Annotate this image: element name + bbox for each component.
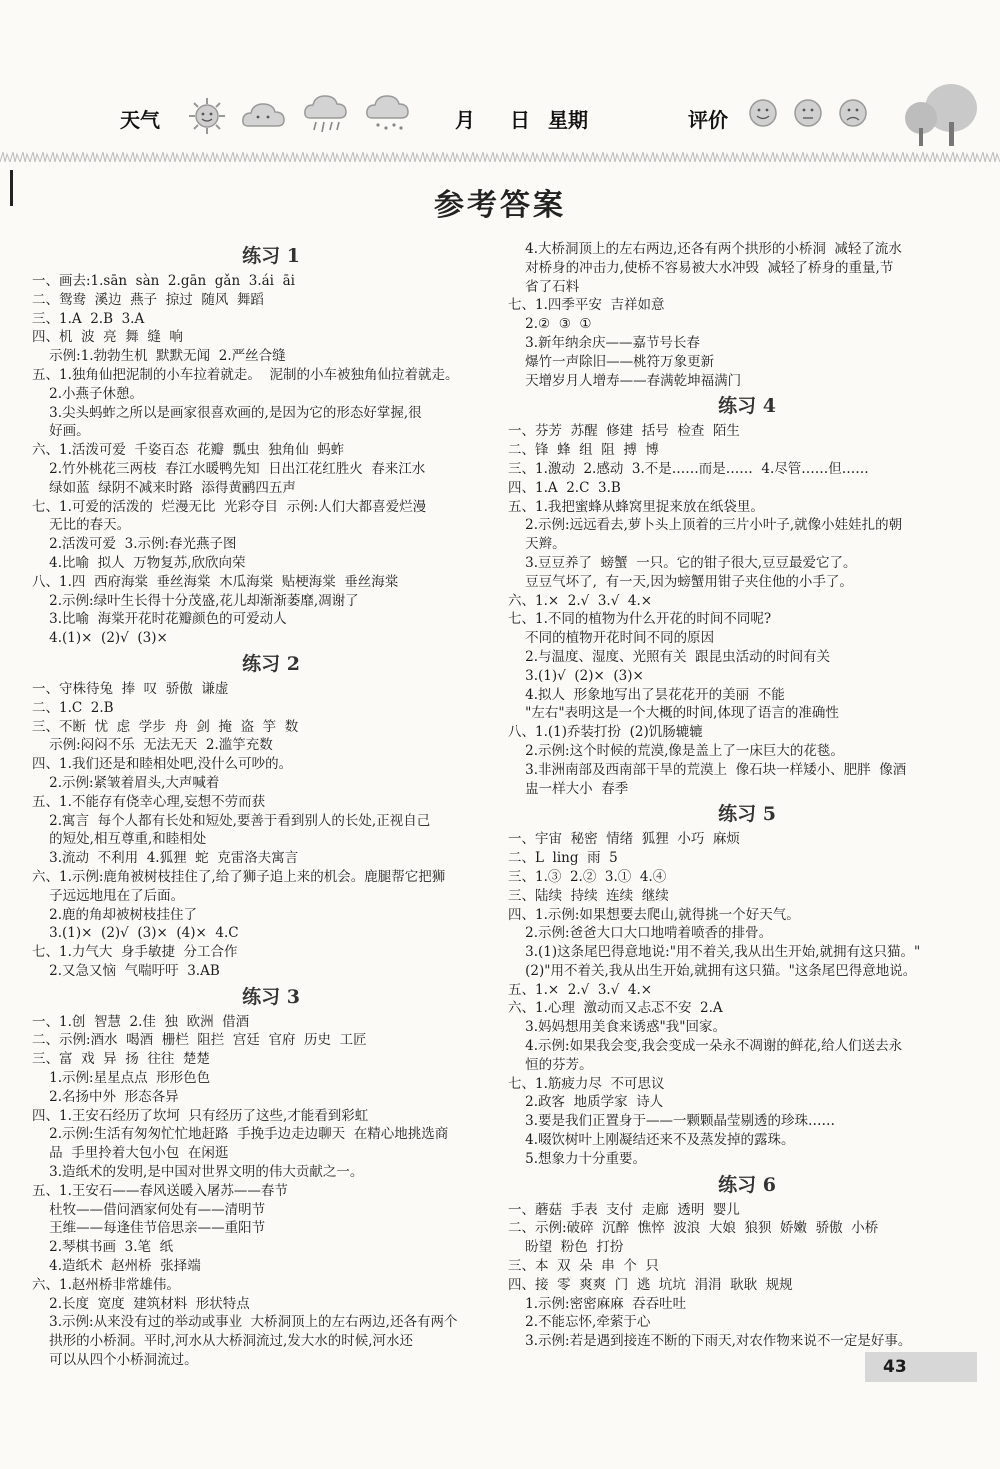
answer-line: 2.又急又恼 气喘吁吁 3.AB — [32, 962, 220, 979]
weather-label: 天气 — [120, 108, 160, 132]
answer-line: 4.啜饮树叶上刚凝结还来不及蒸发掉的露珠。 — [508, 1132, 795, 1149]
answer-line: 四、接 零 爽爽 门 逃 坑坑 涓涓 耿耿 规规 — [508, 1276, 793, 1293]
answer-line: 五、1.× 2.√ 3.√ 4.× — [508, 981, 653, 998]
answer-line: 三、1.A 2.B 3.A — [32, 310, 145, 327]
answer-line: 2.鹿的角却被树枝挂住了 — [32, 906, 198, 923]
answer-line: 一、1.创 智慧 2.佳 独 欧洲 借酒 — [32, 1013, 250, 1030]
answer-line: 无比的春天。 — [32, 517, 131, 534]
answer-line: 3.豆豆养了 螃蟹 一只。它的钳子很大,豆豆最爱它了。 — [508, 554, 857, 571]
answer-line: 可以从四个小桥洞流过。 — [32, 1352, 198, 1369]
page-number: 43 — [865, 1352, 977, 1382]
answer-line: 二、示例:酒水 喝酒 栅栏 阻拦 宫廷 官府 历史 工匠 — [32, 1032, 367, 1049]
answer-line: 示例:闷闷不乐 无法无天 2.滥竽充数 — [32, 737, 273, 754]
answer-line: 五、1.王安石——春风送暖入屠苏——春节 — [32, 1182, 288, 1199]
snow-cloud-icon — [364, 92, 412, 136]
happy-face-icon — [748, 98, 778, 128]
answer-line: 六、1.赵州桥非常雄伟。 — [32, 1276, 180, 1293]
answer-line: 四、机 波 亮 舞 缝 响 — [32, 329, 183, 346]
answer-line: 恒的芬芳。 — [508, 1056, 593, 1073]
answer-line: 四、1.示例:如果想要去爬山,就得挑一个好天气。 — [508, 906, 800, 923]
answer-line: 子远远地甩在了后面。 — [32, 887, 185, 904]
answer-line: 2.名扬中外 形态各异 — [32, 1088, 179, 1105]
rain-cloud-icon — [302, 92, 350, 136]
answer-line: 2.小燕子休憩。 — [32, 385, 144, 402]
section-title: 练习 3 — [242, 985, 300, 1008]
answer-line: 1.示例:密密麻麻 吞吞吐吐 — [508, 1295, 687, 1312]
answer-line: 三、不断 忧 虑 学步 舟 剑 掩 盗 竽 数 — [32, 718, 299, 735]
answer-line: 三、陆续 持续 连续 继续 — [508, 887, 669, 904]
answer-line: 2.不能忘怀,牵萦于心 — [508, 1314, 651, 1331]
answer-line: 省了石料 — [508, 278, 580, 295]
answer-line: (2)"用不着关,我从出生开始,就拥有这只猫。"这条尾巴得意地说。 — [508, 962, 917, 979]
answer-line: 二、锋 蜂 组 阻 搏 博 — [508, 442, 659, 459]
answer-line: 2.示例:爸爸大口大口地啃着喷香的排骨。 — [508, 925, 773, 942]
weekday-label: 星期 — [548, 108, 588, 132]
answer-line: 天增岁月人增寿——春满乾坤福满门 — [508, 372, 742, 389]
answer-line: 三、富 戏 异 扬 往往 楚楚 — [32, 1051, 210, 1068]
answer-line: 二、鸳鸯 溪边 燕子 掠过 随风 舞蹈 — [32, 291, 264, 308]
cloud-icon — [240, 96, 288, 132]
answer-line: 七、1.不同的植物为什么开花的时间不同呢? — [508, 611, 772, 628]
answer-line: 3.造纸术的发明,是中国对世界文明的伟大贡献之一。 — [32, 1164, 364, 1181]
answer-line: 八、1.(1)乔装打扮 (2)饥肠辘辘 — [508, 724, 703, 741]
answer-line: 3.(1)× (2)√ (3)× (4)× 4.C — [32, 925, 239, 942]
answer-line: 3.妈妈想用美食来诱惑"我"回家。 — [508, 1019, 726, 1036]
answer-line: 六、1.× 2.√ 3.√ 4.× — [508, 592, 653, 609]
answer-line: 2.寓言 每个人都有长处和短处,要善于看到别人的长处,正视自己 — [32, 812, 431, 829]
answer-line: 品 手里拎着大包小包 在闲逛 — [32, 1145, 229, 1162]
answer-line: 一、蘑菇 手表 支付 走廊 透明 婴儿 — [508, 1201, 740, 1218]
answer-line: 的短处,相互尊重,和睦相处 — [32, 831, 207, 848]
answer-line: 五、1.我把蜜蜂从蜂窝里捉来放在纸袋里。 — [508, 498, 764, 515]
answer-line: 2.示例:绿叶生长得十分茂盛,花儿却渐渐萎靡,凋谢了 — [32, 592, 359, 609]
page-title: 参考答案 — [434, 188, 566, 223]
answer-line: 三、1.③ 2.② 3.① 4.④ — [508, 868, 667, 885]
section-title: 练习 4 — [718, 395, 776, 418]
left-column — [32, 240, 510, 1370]
answer-line: 3.非洲南部及西南部干旱的荒漠上 像石块一样矮小、肥胖 像酒 — [508, 761, 907, 778]
answer-line: 3.(1)这条尾巴得意地说:"用不着关,我从出生开始,就拥有这只猫。" — [508, 944, 921, 961]
answer-line: 四、1.王安石经历了坎坷 只有经历了这些,才能看到彩虹 — [32, 1107, 369, 1124]
answer-line: 4.(1)× (2)√ (3)× — [32, 630, 168, 647]
answer-line: 六、1.活泼可爱 千姿百态 花瓣 瓢虫 独角仙 蚂蚱 — [32, 442, 345, 459]
answer-line: 3.尖头蚂蚱之所以是画家很喜欢画的,是因为它的形态好掌握,很 — [32, 404, 422, 421]
grass-divider — [0, 150, 1000, 162]
answer-line: 4.造纸术 赵州桥 张择端 — [32, 1258, 201, 1275]
answer-line: 七、1.四季平安 吉祥如意 — [508, 297, 665, 314]
answer-line: 三、本 双 朵 串 个 只 — [508, 1258, 659, 1275]
answer-line: 二、1.C 2.B — [32, 699, 114, 716]
answer-line: 五、1.独角仙把泥制的小车拉着就走。 泥制的小车被独角仙拉着就走。 — [32, 366, 459, 383]
answer-line: 八、1.四 西府海棠 垂丝海棠 木瓜海棠 贴梗海棠 垂丝海棠 — [32, 573, 399, 590]
right-column — [508, 240, 986, 1351]
section-title: 练习 2 — [242, 652, 300, 675]
answer-line: 七、1.可爱的活泼的 烂漫无比 光彩夺目 示例:人们大都喜爱烂漫 — [32, 498, 427, 515]
answer-line: 拱形的小桥洞。平时,河水从大桥洞流过,发大水的时候,河水还 — [32, 1333, 414, 1350]
answer-line: 3.比喻 海棠开花时花瓣颜色的可爱动人 — [32, 611, 287, 628]
answer-line: 3.新年纳余庆——嘉节号长春 — [508, 334, 701, 351]
answer-line: 示例:1.勃勃生机 默默无闻 2.严丝合缝 — [32, 348, 286, 365]
answer-line: 1.示例:星星点点 形形色色 — [32, 1070, 211, 1087]
answer-line: 绿如蓝 绿阴不减来时路 添得黄鹂四五声 — [32, 479, 296, 496]
answer-line: 3.示例:从来没有过的举动或事业 大桥洞顶上的左右两边,还各有两个 — [32, 1314, 458, 1331]
answer-line: 2.琴棋书画 3.笔 纸 — [32, 1239, 174, 1256]
answer-line: 豆豆气坏了, 有一天,因为螃蟹用钳子夹住他的小手了。 — [508, 573, 853, 590]
answer-line: 一、画去:1.sān sàn 2.gān gǎn 3.ái āi — [32, 273, 295, 289]
answer-line: 2.示例:紧皱着眉头,大声喊着 — [32, 774, 220, 791]
answer-line: 六、1.示例:鹿角被树枝挂住了,给了狮子追上来的机会。鹿腿帮它把狮 — [32, 868, 446, 885]
answer-line: 4.示例:如果我会变,我会变成一朵永不凋谢的鲜花,给人们送去永 — [508, 1038, 903, 1055]
answer-line: 四、1.A 2.C 3.B — [508, 479, 621, 496]
answer-line: 天辫。 — [508, 536, 566, 553]
answer-line: 2.与温度、湿度、光照有关 跟昆虫活动的时间有关 — [508, 648, 831, 665]
answer-line: 2.活泼可爱 3.示例:春光燕子图 — [32, 536, 237, 553]
answer-line: 2.竹外桃花三两枝 春江水暖鸭先知 日出江花红胜火 春来江水 — [32, 460, 426, 477]
answer-line: 好画。 — [32, 423, 90, 440]
answer-line: 4.大桥洞顶上的左右两边,还各有两个拱形的小桥洞 减轻了流水 — [508, 241, 902, 257]
answer-line: 不同的植物开花时间不同的原因 — [508, 630, 715, 647]
answer-line: 七、1.力气大 身手敏捷 分工合作 — [32, 944, 238, 961]
answer-line: 一、守株待兔 捧 叹 骄傲 谦虚 — [32, 680, 229, 697]
sun-icon — [185, 96, 229, 136]
trees-icon — [895, 82, 985, 148]
answer-line: 4.比喻 拟人 万物复苏,欣欣向荣 — [32, 554, 246, 571]
answer-line: 2.政客 地质学家 诗人 — [508, 1094, 664, 1111]
neutral-face-icon — [793, 98, 823, 128]
answer-line: 2.示例:远远看去,萝卜头上顶着的三片小叶子,就像小娃娃扎的朝 — [508, 517, 903, 534]
page-header — [0, 88, 1000, 158]
answer-line: 四、1.我们还是和睦相处吧,没什么可吵的。 — [32, 756, 293, 773]
rating-label: 评价 — [688, 108, 728, 132]
answer-line: "左右"表明这是一个大概的时间,体现了语言的准确性 — [508, 705, 839, 722]
answer-line: 3.流动 不利用 4.狐狸 蛇 克雷洛夫寓言 — [32, 850, 299, 867]
section-title: 练习 5 — [718, 803, 776, 826]
answer-line: 3.要是我们正置身于——一颗颗晶莹剔透的珍珠…… — [508, 1113, 836, 1130]
answer-line: 2.示例:生活有匆匆忙忙地赶路 手挽手边走边聊天 在精心地挑选商 — [32, 1126, 449, 1143]
section-title: 练习 1 — [242, 245, 300, 267]
answer-line: 五、1.不能存有侥幸心理,妄想不劳而获 — [32, 793, 266, 810]
answer-line: 一、宇宙 秘密 情绪 狐狸 小巧 麻烦 — [508, 831, 740, 848]
answer-line: 对桥身的冲击力,使桥不容易被大水冲毁 减轻了桥身的重量,节 — [508, 259, 894, 276]
day-label: 日 — [510, 108, 530, 132]
section-title: 练习 6 — [718, 1173, 776, 1196]
answer-line: 5.想象力十分重要。 — [508, 1150, 647, 1167]
answer-line: 一、芬芳 苏醒 修建 括号 检查 陌生 — [508, 423, 740, 440]
answer-line: 三、1.激动 2.感动 3.不是……而是…… 4.尽管……但…… — [508, 460, 869, 477]
answer-line: 4.拟人 形象地写出了昙花花开的美丽 不能 — [508, 686, 785, 703]
month-label: 月 — [455, 108, 475, 132]
answer-line: 盅一样大小 春季 — [508, 780, 629, 797]
answer-line: 七、1.筋疲力尽 不可思议 — [508, 1075, 665, 1092]
answer-line: 2.② ③ ① — [508, 316, 592, 333]
answer-line: 六、1.心理 激动而又忐忑不安 2.A — [508, 1000, 723, 1017]
answer-line: 盼望 粉色 打扮 — [508, 1239, 624, 1256]
answer-line: 王维——每逢佳节倍思亲——重阳节 — [32, 1220, 266, 1237]
answer-line: 爆竹一声除旧——桃符万象更新 — [508, 353, 715, 370]
answer-line: 2.长度 宽度 建筑材料 形状特点 — [32, 1295, 250, 1312]
sad-face-icon — [838, 98, 868, 128]
answer-line: 杜牧——借问酒家何处有——清明节 — [32, 1201, 266, 1218]
answer-line: 3.示例:若是遇到接连不断的下雨天,对农作物来说不一定是好事。 — [508, 1333, 912, 1350]
answer-line: 3.(1)√ (2)× (3)× — [508, 667, 644, 684]
answer-line: 二、示例:破碎 沉醉 憔悴 波浪 大娘 狼狈 娇嫩 骄傲 小桥 — [508, 1220, 879, 1237]
answer-line: 二、L ling 雨 5 — [508, 850, 618, 867]
answer-line: 2.示例:这个时候的荒漠,像是盖上了一床巨大的花毯。 — [508, 742, 844, 759]
